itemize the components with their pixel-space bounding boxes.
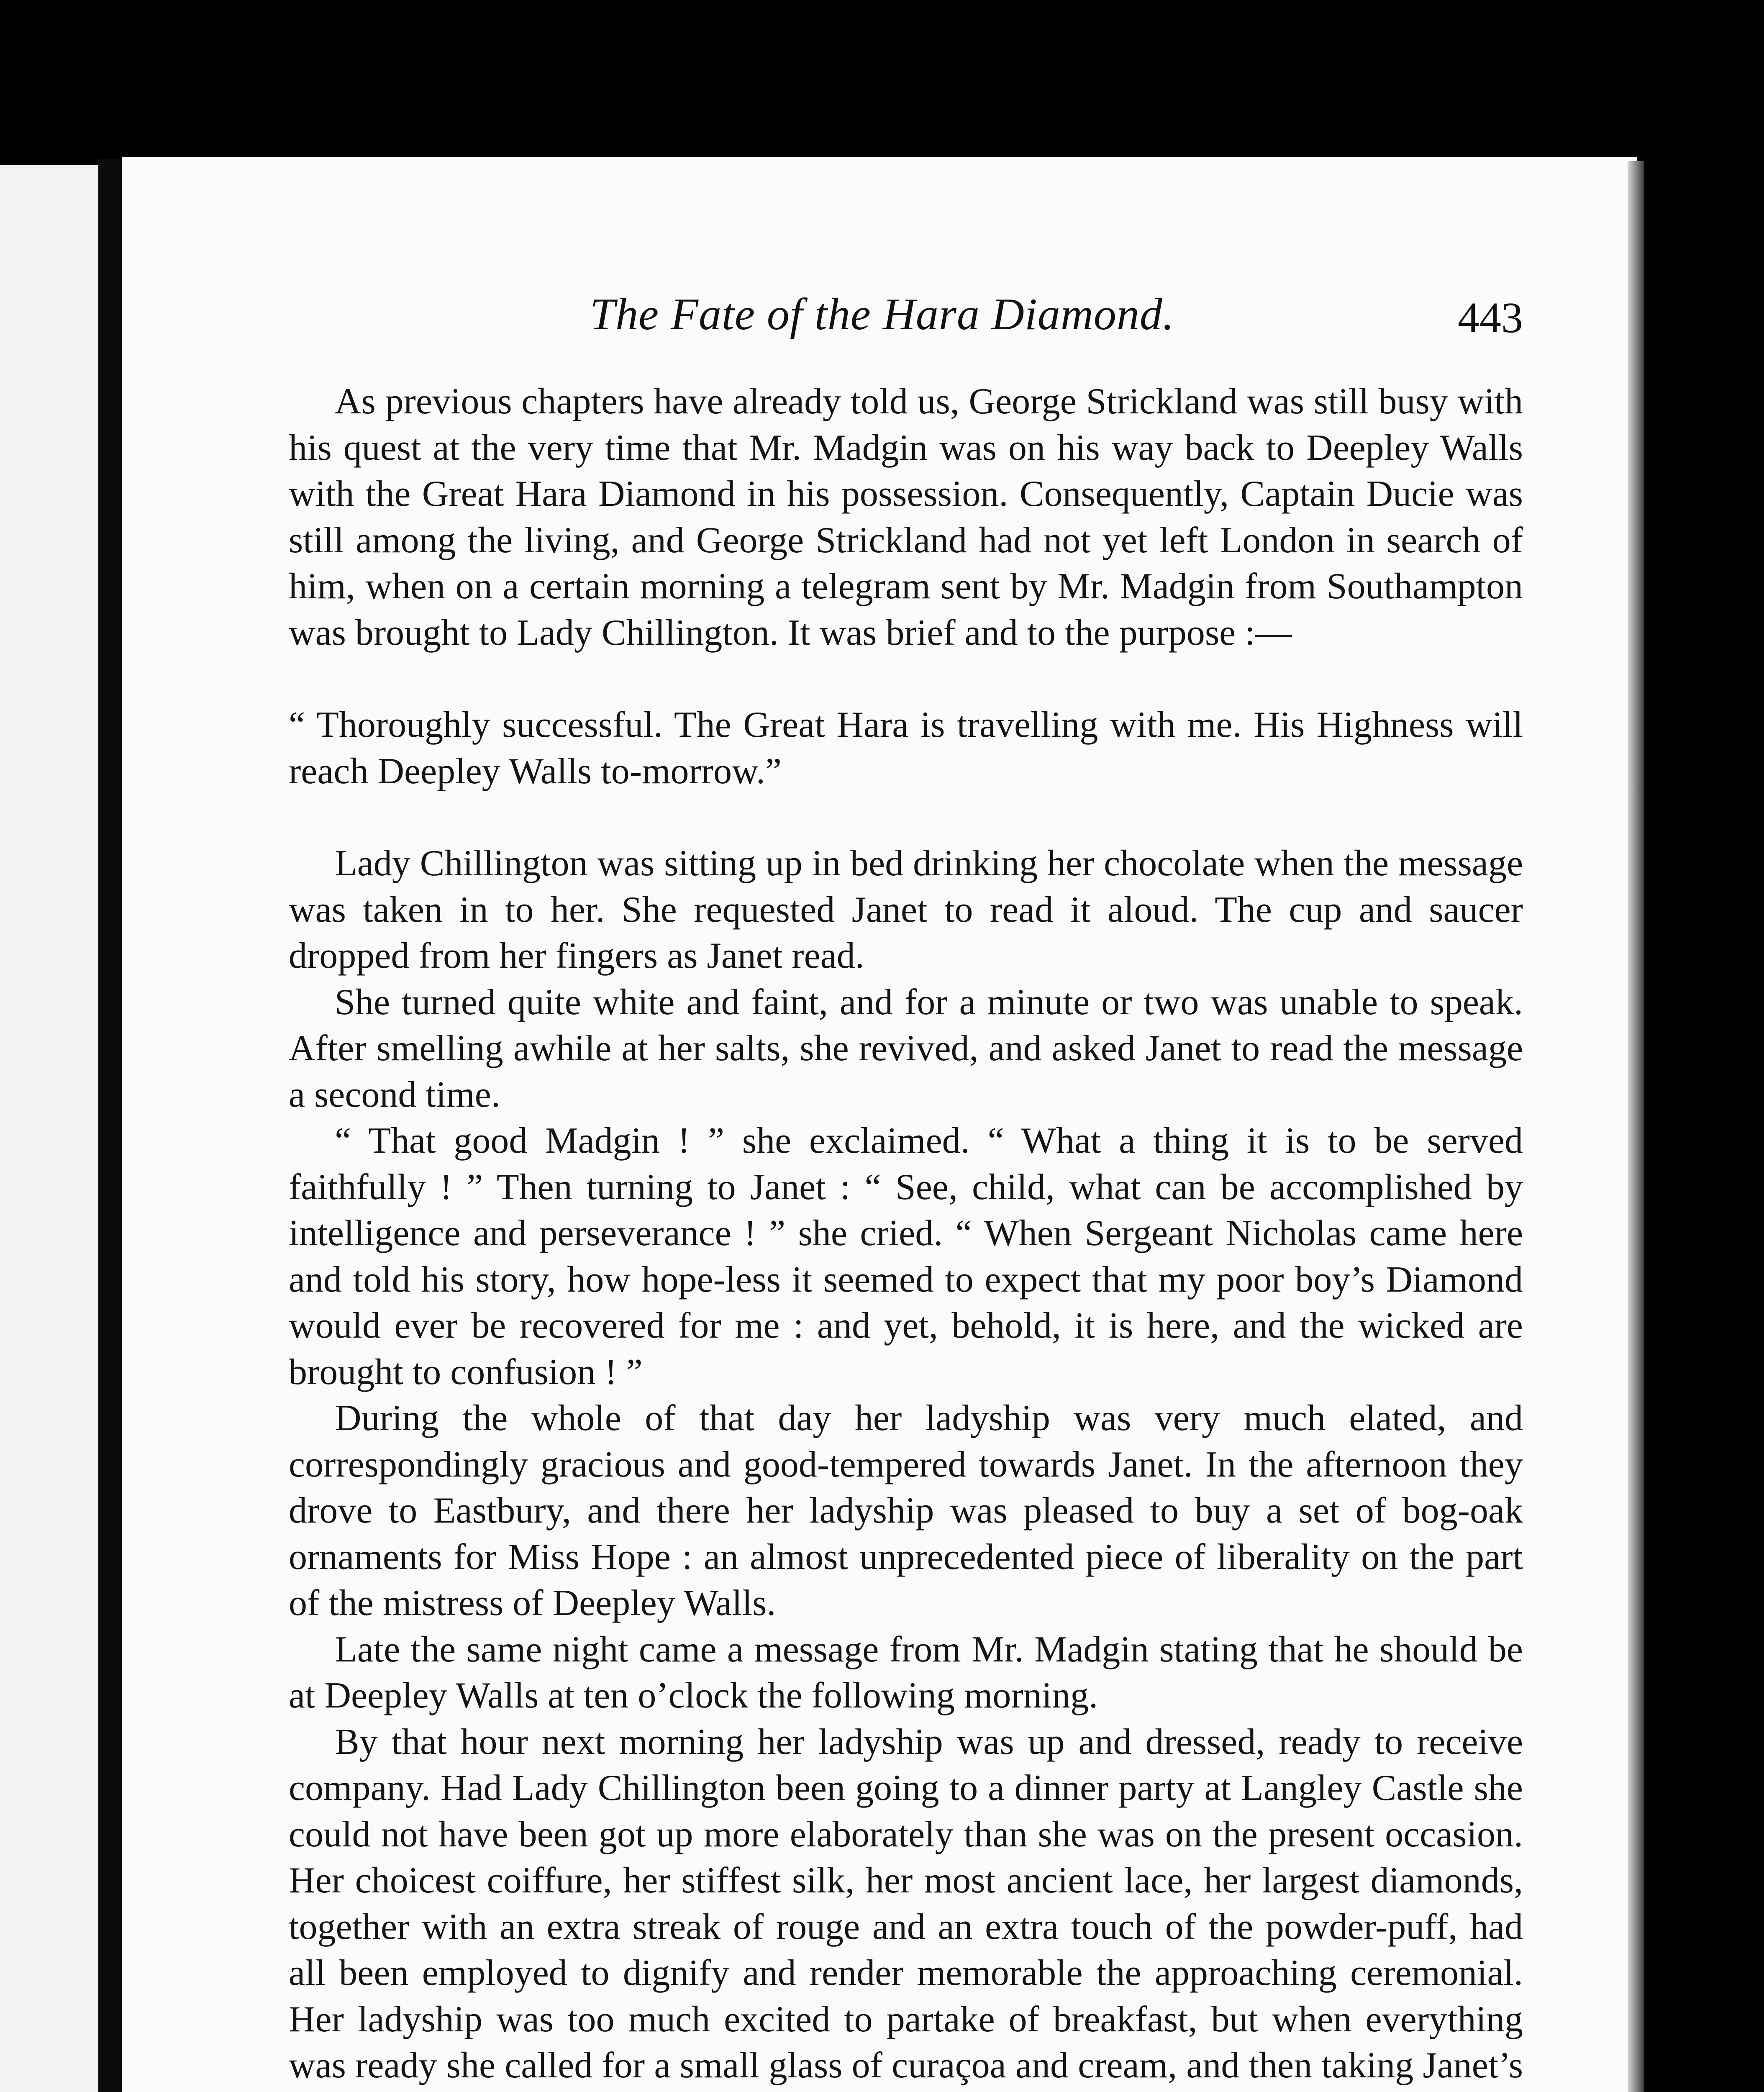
paragraph: She turned quite white and faint, and for a minute or two was unable to speak. After smelling awhile at her salts, she revived, and asked Janet to read the message a second time. bbox=[289, 982, 1523, 1115]
paragraph: During the whole of that day her ladyship was very much elated, and correspondingly gracious and good-tempered towards Janet. In the afternoon they drove to Eastbury, and there her ladyship was pleased to buy a set of bog-oak ornaments for Miss Hope : an almost unprecedented piece of liberality on the part of the mistress of Deepley Walls. bbox=[289, 1398, 1523, 1623]
book-gutter bbox=[98, 159, 123, 2092]
paragraph: “ That good Madgin ! ” she exclaimed. “ What a thing it is to be served faithfully ! ” Then turning to Janet : “ See, child, what can be accomplished by intelligence and perseverance ! ” she cried. “ When Sergeant Nicholas came here and told his story, how hope-less it seemed to expect that my poor boy’s Diamond would ever be recovered for me : and yet, behold, it is here, and the wicked are brought to confusion ! ” bbox=[289, 1120, 1523, 1392]
paragraph: Late the same night came a message from Mr. Madgin stating that he should be at Deepley Walls at ten o’clock the following morning. bbox=[289, 1629, 1523, 1716]
running-head bbox=[289, 289, 1523, 351]
telegram-quote: “ Thoroughly successful. The Great Hara is travelling with me. His Highness will reach Deepley Walls to-morrow.” bbox=[289, 705, 1523, 792]
paragraph: Lady Chillington was sitting up in bed drinking her chocolate when the message was taken in to her. She requested Janet to read it aloud. The cup and saucer dropped from her fingers as Janet read. bbox=[289, 843, 1523, 976]
facing-page-edge bbox=[0, 165, 98, 2092]
page-number: 443 bbox=[1458, 294, 1523, 342]
running-title: The Fate of the Hara Diamond. bbox=[590, 290, 1174, 339]
body-text bbox=[289, 379, 1523, 2092]
page-edge-shadow bbox=[1628, 161, 1644, 2092]
paragraph: As previous chapters have already told us, George Strickland was still busy with his quest at the very time that Mr. Madgin was on his way back to Deepley Walls with the Great Hara Diamond in his possession. Consequently, Captain Ducie was still among the living, and George Strickland had not yet left London in search of him, when on a certain morning a telegram sent by Mr. Madgin from Southampton was brought to Lady Chillington. It was brief and to the purpose :— bbox=[289, 381, 1523, 653]
paragraph: By that hour next morning her ladyship was up and dressed, ready to receive company. Had Lady Chillington been going to a dinner party at Langley Castle she could not have been got up more elaborately than she was on the present occasion. Her choicest coiffure, her stiffest silk, her most ancient lace, her largest diamonds, together with an extra streak of rouge and an extra touch of the powder-puff, had all been employed to dignify and render memorable the approaching ceremonial. Her ladyship was too much excited to partake of breakfast, but when everything was ready she called for a small glass of curaçoa and cream, and then taking Janet’s bbox=[289, 1721, 1523, 2086]
